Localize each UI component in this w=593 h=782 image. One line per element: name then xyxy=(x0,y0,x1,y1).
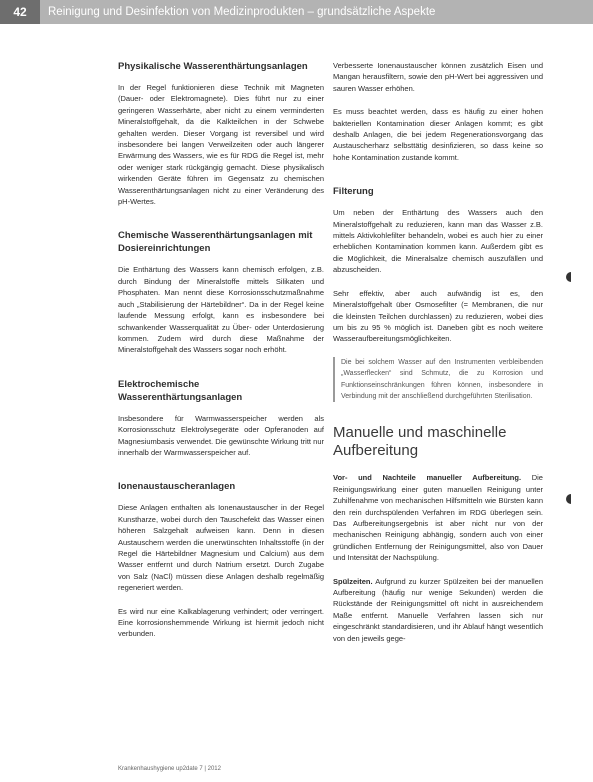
info-callout xyxy=(333,357,543,403)
body-paragraph xyxy=(333,576,543,644)
body-paragraph: Die Enthärtung des Wassers kann chemisch erfolgen, z.B. durch Bindung der Mineralstoffe mittels Silikaten und Phosphaten. Man nennt diese Korrosionsschutzmaßnahme auch „Stabilisierung der Härtebildner“. Da in der Regel keine laufende Messung erfolgt, kann es insbesondere bei schwankender Wasserqualität zu Über- oder Unterdosierung kommen. Zudem wird durch diese Maßnahme der Mineralstoffgehalt des Wassers sogar noch erhöht. xyxy=(118,265,324,355)
body-paragraph: Diese Anlagen enthalten als Ionenaustauscher in der Regel Kunstharze, wobei durch den Tauschefekt das Wasser einen höheren Salzgehalt aufweisen kann. Denn in diesen Austauschern werden die unerwünschten Inhaltsstoffe (in der Regel die Härtebildner Magnesium und Calcium) aus dem Wasser entfernt und durch Natrium ersetzt. Durch Zugabe von Salz (NaCl) müssen diese Anlagen deshalb regelmäßig regeneriert werden. xyxy=(118,503,324,593)
paragraph-text: Die Reinigungswirkung einer guten manuellen Reinigung unter Zuhilfenahme von mechanischen Hilfsmitteln wie Bürsten kann den rein durchspülenden Verfahren im RDG überlegen sein. Das Aufbereitungsergebnis ist aber nicht nur von der mechanischen Reinigung abhängig, sondern auch von einer gründlichen Entfernung der Reinigungsmittel, also von Dauer und Intensität der Nachspülung. xyxy=(333,473,543,563)
body-paragraph: Insbesondere für Warmwasserspeicher werden als Korrosionsschutz Elektrolysegeräte oder Opferanoden auf Magnesiumbasis verwendet. Die gewünschte Wirkung tritt nur innerhalb der Warmwasserspeicher auf. xyxy=(118,413,324,457)
right-column xyxy=(333,60,543,644)
margin-marker xyxy=(566,272,571,282)
section-heading: Elektrochemische Wasserenthärtungsanlagen xyxy=(118,378,243,403)
section-heading: Chemische Wasserenthärtungsanlagen mit Dosiereinrichtungen xyxy=(118,230,313,255)
margin-marker xyxy=(566,494,571,504)
body-paragraph: In der Regel funktionieren diese Technik mit Magneten (Dauer- oder Elektromagnete). Dies führt nur zu einer geringeren Wasserhärte, aber nicht zu einem verminderten Mineralstoffgehalt, da die Kalkteilchen in der Schwebe gehalten werden. Dieser Vorgang ist reversibel und wird insbesondere bei langen Verweilzeiten oder auch längerer Erwärmung des Wassers, wie es für RDG die Regel ist, mehr oder weniger stark rückgängig gemacht. Diese physikalisch wirkenden Geräte führen im Gegensatz zu chemischen Wasserenthärtungsanlagen nicht zu einer Veränderung des pH-Wertes. xyxy=(118,83,324,207)
body-paragraph: Um neben der Enthärtung des Wassers auch den Mineralstoffgehalt zu reduzieren, kann man das Wasser z.B. mittels Aktivkohlefilter behandeln, wobei es auch hier zu einer erheblichen Kontamination kommen kann. Außerdem gibt es die Möglichkeit, die Mineralsalze chemisch auszufällen und abzuscheiden. xyxy=(333,208,543,275)
page-footer: Krankenhaushygiene up2date 7 | 2012 xyxy=(118,766,221,772)
runin-heading: Vor- und Nachteile manueller Aufbereitung. xyxy=(333,473,522,483)
chapter-heading: Manuelle und maschinelle Aufbereitung xyxy=(333,424,507,460)
section-heading: Ionenaustauscheranlagen xyxy=(118,481,236,493)
body-paragraph xyxy=(333,472,543,563)
section-heading: Physikalische Wasserenthärtungsanlagen xyxy=(118,61,308,72)
body-paragraph: Es wird nur eine Kalkablagerung verhindert; oder verringert. Eine korrosionshemmende Wirkung ist hiermit jedoch nicht verbunden. xyxy=(118,606,324,639)
left-column xyxy=(118,60,324,640)
page-header xyxy=(0,0,593,24)
paragraph-text: Aufgrund zu kurzer Spülzeiten bei der manuellen Aufbereitung (häufig nur wenige Sekunden) werden die Rückstände der Reinigungsmittel oft nicht in ausreichendem Maße entfernt. Manuelle Verfahren lassen sich nur eingeschränkt standardisieren, und ihr Ablauf hängt wesentlich von den jeweils gege- xyxy=(333,576,543,643)
body-paragraph: Sehr effektiv, aber auch aufwändig ist es, den Mineralstoffgehalt über Osmosefilter (= Membranen, die nur die kleinsten Teilchen durchlassen) zu reduzieren, wobei dies um bis zu 95 % möglich ist. Daneben gibt es noch weitere Wasseraufbereitungsmöglichkeiten. xyxy=(333,288,543,344)
callout-text: Die bei solchem Wasser auf den Instrumenten verbleibenden „Wasserflecken“ sind Schmutz, die zu Korrosion und Funktionseinschränkungen führen können, insbesondere in Verbindung mit der anschließend durchgeführten Sterilisation. xyxy=(341,358,543,400)
body-paragraph: Verbesserte Ionenaustauscher können zusätzlich Eisen und Mangan herausfiltern, sowie den pH-Wert bei aggressiven und sauren Wasser erhöhen. xyxy=(333,61,543,93)
running-title: Reinigung und Desinfektion von Medizinprodukten – grundsätzliche Aspekte xyxy=(48,6,436,18)
page-number: 42 xyxy=(0,0,40,24)
runin-heading: Spülzeiten. xyxy=(333,576,373,586)
section-heading: Filterung xyxy=(333,186,374,198)
body-paragraph: Es muss beachtet werden, dass es häufig zu einer hohen bakteriellen Kontamination dieser Anlagen kommt; es gibt deshalb Anlagen, die bei jedem Regenerationsvorgang das Austauscherharz selbsttätig desinfizieren, so dass keine so hohe Kontamination zustande kommt. xyxy=(333,107,543,162)
